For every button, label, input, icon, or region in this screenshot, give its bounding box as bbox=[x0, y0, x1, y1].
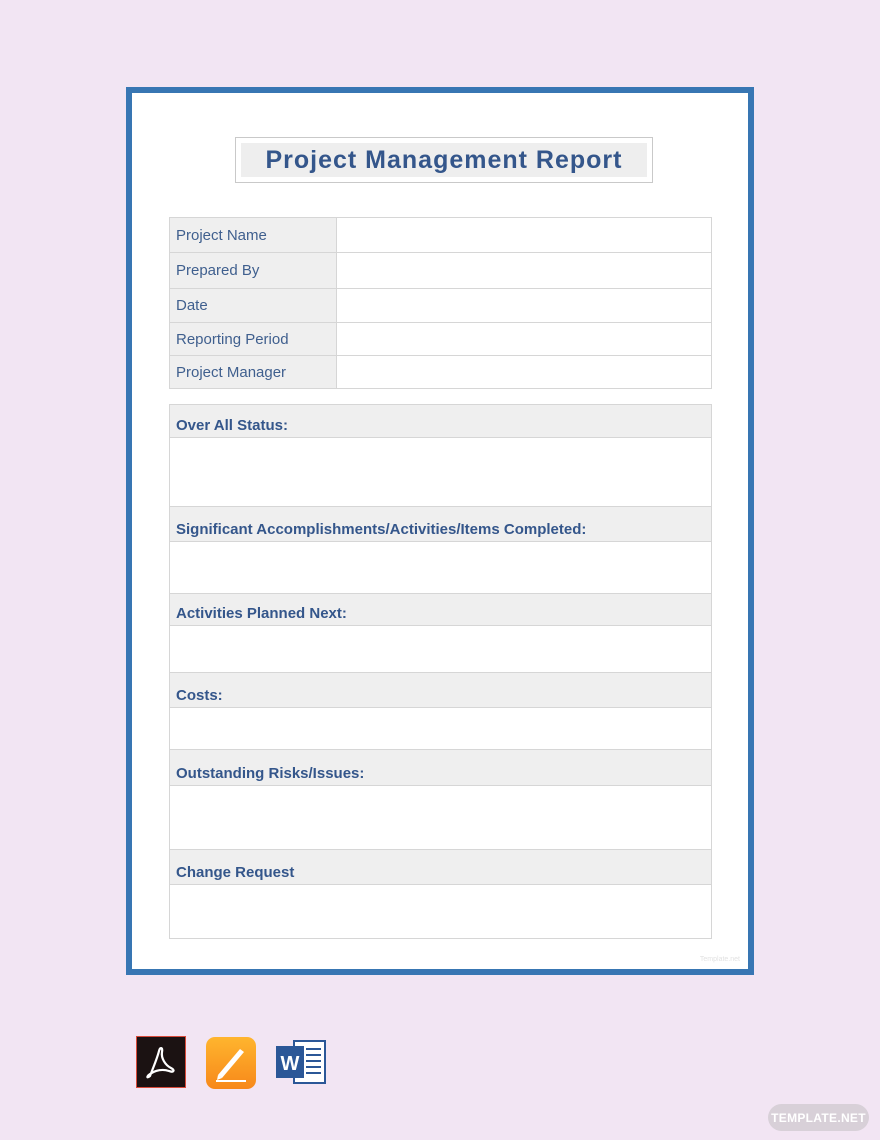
adobe-acrobat-pdf-icon[interactable] bbox=[136, 1036, 186, 1088]
report-title: Project Management Report bbox=[241, 143, 647, 177]
change-request-heading: Change Request bbox=[170, 850, 711, 885]
watermark: Template.net bbox=[699, 956, 740, 963]
prepared-by-label: Prepared By bbox=[170, 253, 337, 289]
risks-issues-field[interactable] bbox=[170, 786, 711, 850]
title-box bbox=[235, 137, 653, 183]
template-net-badge[interactable]: TEMPLATE.NET bbox=[768, 1104, 869, 1131]
overall-status-heading: Over All Status: bbox=[170, 405, 711, 438]
project-name-label: Project Name bbox=[170, 218, 337, 253]
overall-status-field[interactable] bbox=[170, 438, 711, 507]
report-sections bbox=[169, 404, 712, 939]
microsoft-word-icon[interactable] bbox=[276, 1037, 327, 1087]
project-name-field[interactable] bbox=[337, 218, 712, 253]
activities-planned-field[interactable] bbox=[170, 626, 711, 673]
info-row-prepared-by bbox=[170, 253, 712, 289]
date-field[interactable] bbox=[337, 289, 712, 323]
project-manager-label: Project Manager bbox=[170, 356, 337, 389]
apple-pages-icon[interactable] bbox=[206, 1037, 256, 1089]
info-row-project-manager bbox=[170, 356, 712, 389]
info-row-date bbox=[170, 289, 712, 323]
date-label: Date bbox=[170, 289, 337, 323]
info-row-project-name bbox=[170, 218, 712, 253]
info-row-reporting-period bbox=[170, 323, 712, 356]
accomplishments-heading: Significant Accomplishments/Activities/Items Completed: bbox=[170, 507, 711, 542]
project-info-table bbox=[169, 217, 712, 389]
word-letter: W bbox=[280, 1053, 300, 1075]
costs-field[interactable] bbox=[170, 708, 711, 750]
reporting-period-label: Reporting Period bbox=[170, 323, 337, 356]
costs-heading: Costs: bbox=[170, 673, 711, 708]
risks-issues-heading: Outstanding Risks/Issues: bbox=[170, 750, 711, 786]
reporting-period-field[interactable] bbox=[337, 323, 712, 356]
change-request-field[interactable] bbox=[170, 885, 711, 938]
activities-planned-heading: Activities Planned Next: bbox=[170, 594, 711, 626]
project-manager-field[interactable] bbox=[337, 356, 712, 389]
report-document bbox=[126, 87, 754, 975]
accomplishments-field[interactable] bbox=[170, 542, 711, 594]
prepared-by-field[interactable] bbox=[337, 253, 712, 289]
